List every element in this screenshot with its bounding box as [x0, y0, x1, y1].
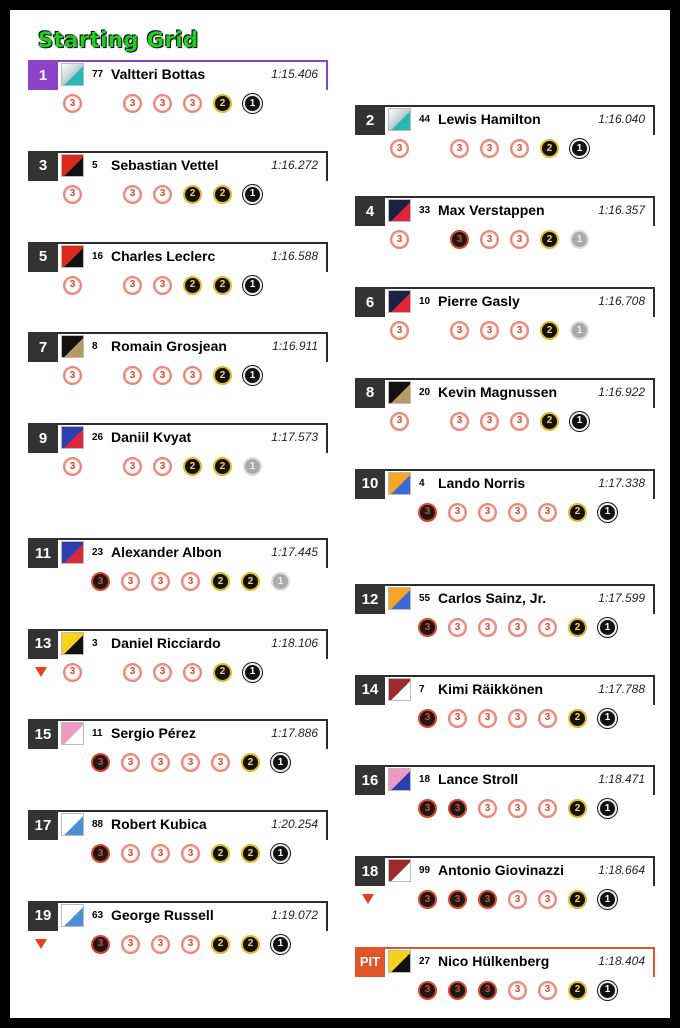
driver-entry[interactable] [355, 469, 655, 524]
lap-time: 1:17.886 [271, 726, 318, 741]
lap-time: 1:16.588 [271, 248, 318, 263]
penalty-down-arrow-icon [362, 894, 374, 904]
tyre-soft-icon: 3 [448, 890, 467, 909]
tyre-soft-icon: 3 [538, 503, 557, 522]
tyre-medium-icon: 2 [241, 844, 260, 863]
team-logo-icon [388, 768, 411, 791]
tyre-medium-icon: 2 [241, 753, 260, 772]
driver-entry[interactable] [28, 629, 328, 684]
penalty-down-arrow-icon [35, 939, 47, 949]
grid-position: 8 [355, 378, 385, 408]
tyre-soft-icon: 3 [181, 572, 200, 591]
team-logo-icon [61, 245, 84, 268]
lap-time: 1:15.406 [271, 67, 318, 81]
team-logo-icon [388, 381, 411, 404]
tyre-soft-icon: 3 [211, 753, 230, 772]
tyre-soft-icon: 3 [390, 139, 409, 158]
driver-entry[interactable] [355, 675, 655, 730]
grid-position: 18 [355, 856, 385, 886]
lap-time: 1:16.708 [598, 294, 645, 308]
team-logo-icon [388, 199, 411, 222]
car-number: 10 [419, 296, 431, 307]
driver-name: Kimi Räikkönen [438, 680, 544, 697]
entry-header [355, 947, 655, 977]
tyre-soft-icon: 3 [181, 844, 200, 863]
tyre-soft-icon: 3 [538, 799, 557, 818]
car-number: 33 [419, 205, 431, 217]
tyre-soft-icon: 3 [478, 890, 497, 909]
lap-time: 1:16.272 [271, 157, 318, 172]
tyre-soft-icon: 3 [508, 890, 527, 909]
driver-name: Sergio Pérez [111, 725, 196, 742]
tyre-soft-icon: 3 [508, 709, 527, 728]
lap-time: 1:16.911 [272, 339, 318, 354]
tyre-soft-icon: 3 [480, 230, 499, 249]
grid-position: 19 [28, 901, 58, 931]
driver-entry[interactable] [28, 242, 328, 297]
driver-entry[interactable] [28, 151, 328, 206]
driver-entry[interactable] [355, 378, 655, 433]
tyre-soft-icon: 3 [153, 276, 172, 295]
lap-time: 1:18.404 [598, 953, 645, 968]
tyre-soft-icon: 3 [450, 321, 469, 340]
lap-time: 1:20.254 [271, 817, 318, 832]
tyre-soft-icon: 3 [123, 276, 142, 295]
entry-header [28, 151, 328, 181]
team-logo-icon [61, 632, 84, 655]
entry-header [28, 719, 328, 749]
tyre-medium-icon: 2 [540, 321, 559, 340]
tyre-soft-icon: 3 [91, 572, 110, 591]
lap-time: 1:18.106 [271, 635, 318, 650]
tyre-soft-icon: 3 [181, 753, 200, 772]
tyre-medium-icon: 2 [213, 94, 232, 113]
tyre-soft-icon: 3 [448, 981, 467, 1000]
tyre-soft-icon: 3 [538, 709, 557, 728]
team-logo-icon [61, 335, 84, 358]
tyre-soft-icon: 3 [63, 457, 82, 476]
driver-entry[interactable] [355, 196, 655, 251]
tyre-soft-icon: 3 [478, 799, 497, 818]
driver-entry[interactable] [355, 765, 655, 820]
tyre-soft-icon: 3 [123, 663, 142, 682]
penalty-down-arrow-icon [35, 667, 47, 677]
driver-name: Max Verstappen [438, 202, 545, 219]
driver-entry[interactable] [355, 105, 655, 160]
tyre-soft-icon: 3 [390, 412, 409, 431]
lap-time: 1:17.445 [271, 545, 318, 559]
tyre-soft-icon: 3 [123, 185, 142, 204]
tyre-soft-icon: 3 [480, 139, 499, 158]
tyre-hard-icon: 1 [570, 412, 589, 431]
driver-name: Daniil Kvyat [111, 429, 192, 446]
tyre-soft-icon: 3 [153, 185, 172, 204]
tyre-medium-icon: 2 [568, 503, 587, 522]
grid-position: 7 [28, 332, 58, 362]
tyre-hard-icon: 1 [243, 276, 262, 295]
car-number: 88 [92, 819, 104, 831]
driver-name: Lewis Hamilton [438, 111, 541, 128]
tyre-soft-icon: 3 [390, 321, 409, 340]
team-logo-icon [388, 587, 411, 610]
entry-header [28, 629, 328, 659]
tyre-hard-icon: 1 [598, 709, 617, 728]
driver-name: Antonio Giovinazzi [438, 862, 564, 879]
tyre-medium-icon: 2 [568, 709, 587, 728]
tyre-hard-icon: 1 [243, 366, 262, 385]
tyre-medium-icon: 2 [568, 799, 587, 818]
lap-time: 1:16.922 [598, 384, 645, 399]
tyre-soft-icon: 3 [183, 663, 202, 682]
driver-name: Sebastian Vettel [111, 156, 219, 173]
tyre-medium-icon: 2 [183, 457, 202, 476]
driver-name: Robert Kubica [111, 816, 207, 833]
tyre-soft-icon: 3 [418, 709, 437, 728]
tyre-soft-icon: 3 [450, 412, 469, 431]
grid-position: 11 [28, 538, 58, 568]
tyre-soft-icon: 3 [510, 321, 529, 340]
team-logo-icon [388, 950, 411, 973]
driver-entry[interactable] [355, 584, 655, 639]
tyre-hard-icon: 1 [598, 799, 617, 818]
driver-entry[interactable] [355, 856, 655, 911]
tyre-soft-icon: 3 [480, 412, 499, 431]
tyre-hard-icon: 1 [243, 185, 262, 204]
grid-position: 1 [28, 60, 58, 90]
tyre-soft-icon: 3 [153, 457, 172, 476]
grid-position: 2 [355, 105, 385, 135]
tyre-medium-icon: 2 [540, 139, 559, 158]
tyre-soft-icon: 3 [510, 139, 529, 158]
tyre-medium-icon: 2 [183, 185, 202, 204]
tyre-medium-icon: 2 [213, 663, 232, 682]
tyre-soft-icon: 3 [390, 230, 409, 249]
tyre-hard-icon: 1 [570, 321, 589, 340]
tyre-soft-icon: 3 [153, 94, 172, 113]
tyre-medium-icon: 2 [211, 844, 230, 863]
tyre-soft-icon: 3 [63, 94, 82, 113]
tyre-soft-icon: 3 [151, 935, 170, 954]
car-number: 11 [92, 728, 103, 740]
tyre-soft-icon: 3 [478, 503, 497, 522]
tyre-hard-icon: 1 [598, 618, 617, 637]
driver-entry[interactable] [355, 287, 655, 342]
driver-name: Alexander Albon [111, 544, 222, 560]
team-logo-icon [61, 904, 84, 927]
team-logo-icon [61, 63, 84, 86]
tyre-medium-icon: 2 [213, 276, 232, 295]
tyre-hard-icon: 1 [271, 753, 290, 772]
entry-header [355, 287, 655, 317]
grid-position: PIT [355, 947, 385, 977]
tyre-soft-icon: 3 [478, 709, 497, 728]
entry-header [355, 469, 655, 499]
grid-position: 16 [355, 765, 385, 795]
entry-header [355, 584, 655, 614]
car-number: 77 [92, 69, 104, 80]
tyre-medium-icon: 2 [241, 935, 260, 954]
tyre-soft-icon: 3 [538, 981, 557, 1000]
tyre-hard-icon: 1 [598, 503, 617, 522]
entry-header [355, 378, 655, 408]
entry-header [28, 901, 328, 931]
driver-name: Lando Norris [438, 474, 526, 491]
driver-name: Charles Leclerc [111, 247, 216, 264]
tyre-hard-icon: 1 [598, 890, 617, 909]
tyre-medium-icon: 2 [540, 412, 559, 431]
driver-entry[interactable] [28, 538, 328, 593]
tyre-soft-icon: 3 [123, 366, 142, 385]
tyre-hard-icon: 1 [271, 935, 290, 954]
car-number: 99 [419, 865, 431, 877]
grid-position: 4 [355, 196, 385, 226]
driver-name: Daniel Ricciardo [111, 634, 221, 651]
team-logo-icon [388, 290, 411, 313]
car-number: 3 [92, 637, 98, 649]
car-number: 16 [92, 250, 104, 262]
grid-position: 15 [28, 719, 58, 749]
entry-header [355, 765, 655, 795]
tyre-medium-icon: 2 [213, 185, 232, 204]
lap-time: 1:16.357 [598, 203, 645, 218]
tyre-soft-icon: 3 [63, 366, 82, 385]
car-number: 5 [92, 159, 98, 171]
team-logo-icon [61, 154, 84, 177]
tyre-soft-icon: 3 [181, 935, 200, 954]
driver-name: Carlos Sainz, Jr. [438, 590, 547, 606]
grid-position: 10 [355, 469, 385, 499]
tyre-medium-icon: 2 [540, 230, 559, 249]
driver-name: George Russell [111, 906, 214, 923]
entry-header [355, 675, 655, 705]
tyre-soft-icon: 3 [121, 572, 140, 591]
car-number: 27 [419, 955, 431, 967]
tyre-soft-icon: 3 [450, 139, 469, 158]
tyre-soft-icon: 3 [183, 94, 202, 113]
driver-entry[interactable] [355, 947, 655, 1002]
tyre-soft-icon: 3 [418, 799, 437, 818]
tyre-soft-icon: 3 [448, 503, 467, 522]
tyre-hard-icon: 1 [570, 139, 589, 158]
tyre-soft-icon: 3 [121, 935, 140, 954]
tyre-soft-icon: 3 [538, 618, 557, 637]
grid-position: 5 [28, 242, 58, 272]
lap-time: 1:17.338 [598, 475, 645, 490]
tyre-soft-icon: 3 [151, 844, 170, 863]
grid-position: 13 [28, 629, 58, 659]
team-logo-icon [61, 426, 84, 449]
tyre-medium-icon: 2 [211, 572, 230, 591]
car-number: 18 [419, 774, 431, 786]
team-logo-icon [388, 108, 411, 131]
tyre-soft-icon: 3 [418, 890, 437, 909]
tyre-soft-icon: 3 [121, 844, 140, 863]
driver-name: Lance Stroll [438, 771, 519, 788]
tyre-soft-icon: 3 [538, 890, 557, 909]
grid-position: 14 [355, 675, 385, 705]
tyre-hard-icon: 1 [271, 844, 290, 863]
grid-position: 6 [355, 287, 385, 317]
team-logo-icon [61, 813, 84, 836]
driver-name: Kevin Magnussen [438, 383, 558, 400]
entry-header [355, 105, 655, 135]
tyre-soft-icon: 3 [478, 981, 497, 1000]
entry-header [28, 332, 328, 362]
tyre-soft-icon: 3 [183, 366, 202, 385]
tyre-soft-icon: 3 [63, 185, 82, 204]
entry-header [28, 242, 328, 272]
tyre-hard-icon: 1 [271, 572, 290, 591]
driver-entry[interactable] [28, 810, 328, 865]
lap-time: 1:19.072 [271, 907, 318, 922]
driver-entry[interactable] [28, 719, 328, 774]
team-logo-icon [388, 678, 411, 701]
tyre-soft-icon: 3 [63, 276, 82, 295]
entry-header [355, 196, 655, 226]
car-number: 26 [92, 432, 104, 444]
entry-header [28, 60, 328, 90]
driver-name: Pierre Gasly [438, 293, 520, 309]
tyre-soft-icon: 3 [448, 618, 467, 637]
team-logo-icon [388, 472, 411, 495]
grid-position: 17 [28, 810, 58, 840]
team-logo-icon [61, 722, 84, 745]
tyre-medium-icon: 2 [241, 572, 260, 591]
driver-name: Nico Hülkenberg [438, 952, 550, 969]
car-number: 63 [92, 909, 104, 921]
tyre-hard-icon: 1 [243, 663, 262, 682]
car-number: 7 [419, 683, 425, 695]
tyre-soft-icon: 3 [418, 618, 437, 637]
tyre-soft-icon: 3 [123, 94, 142, 113]
lap-time: 1:16.040 [598, 112, 645, 127]
tyre-soft-icon: 3 [151, 572, 170, 591]
tyre-soft-icon: 3 [153, 663, 172, 682]
grid-position: 9 [28, 423, 58, 453]
tyre-soft-icon: 3 [478, 618, 497, 637]
tyre-medium-icon: 2 [568, 981, 587, 1000]
page-title: Starting Grid [38, 28, 199, 52]
team-logo-icon [388, 859, 411, 882]
lap-time: 1:18.664 [598, 863, 645, 878]
tyre-soft-icon: 3 [450, 230, 469, 249]
car-number: 4 [419, 477, 425, 489]
driver-entry[interactable] [28, 60, 328, 115]
tyre-soft-icon: 3 [508, 981, 527, 1000]
car-number: 55 [419, 593, 431, 604]
tyre-medium-icon: 2 [213, 366, 232, 385]
lap-time: 1:17.788 [598, 681, 645, 696]
entry-header [28, 423, 328, 453]
tyre-soft-icon: 3 [418, 981, 437, 1000]
lap-time: 1:17.599 [598, 591, 645, 605]
tyre-hard-icon: 1 [243, 94, 262, 113]
entry-header [28, 810, 328, 840]
tyre-soft-icon: 3 [121, 753, 140, 772]
tyre-medium-icon: 2 [213, 457, 232, 476]
tyre-hard-icon: 1 [243, 457, 262, 476]
tyre-soft-icon: 3 [508, 503, 527, 522]
tyre-medium-icon: 2 [183, 276, 202, 295]
grid-position: 12 [355, 584, 385, 614]
tyre-soft-icon: 3 [448, 709, 467, 728]
driver-entry[interactable] [28, 423, 328, 478]
car-number: 44 [419, 114, 431, 126]
tyre-medium-icon: 2 [211, 935, 230, 954]
tyre-soft-icon: 3 [153, 366, 172, 385]
driver-entry[interactable] [28, 901, 328, 956]
tyre-soft-icon: 3 [508, 799, 527, 818]
entry-header [355, 856, 655, 886]
tyre-soft-icon: 3 [91, 935, 110, 954]
lap-time: 1:17.573 [271, 430, 318, 445]
driver-name: Romain Grosjean [111, 338, 227, 355]
tyre-soft-icon: 3 [448, 799, 467, 818]
team-logo-icon [61, 541, 84, 564]
car-number: 20 [419, 386, 431, 398]
tyre-soft-icon: 3 [480, 321, 499, 340]
tyre-soft-icon: 3 [510, 230, 529, 249]
tyre-medium-icon: 2 [568, 890, 587, 909]
tyre-soft-icon: 3 [91, 753, 110, 772]
car-number: 8 [92, 341, 98, 353]
tyre-medium-icon: 2 [568, 618, 587, 637]
tyre-soft-icon: 3 [510, 412, 529, 431]
grid-position: 3 [28, 151, 58, 181]
tyre-soft-icon: 3 [151, 753, 170, 772]
lap-time: 1:18.471 [598, 772, 645, 787]
driver-entry[interactable] [28, 332, 328, 387]
tyre-soft-icon: 3 [91, 844, 110, 863]
tyre-soft-icon: 3 [508, 618, 527, 637]
tyre-hard-icon: 1 [570, 230, 589, 249]
entry-header [28, 538, 328, 568]
tyre-soft-icon: 3 [418, 503, 437, 522]
tyre-soft-icon: 3 [63, 663, 82, 682]
driver-name: Valtteri Bottas [111, 66, 206, 82]
car-number: 23 [92, 547, 104, 558]
tyre-soft-icon: 3 [123, 457, 142, 476]
tyre-hard-icon: 1 [598, 981, 617, 1000]
